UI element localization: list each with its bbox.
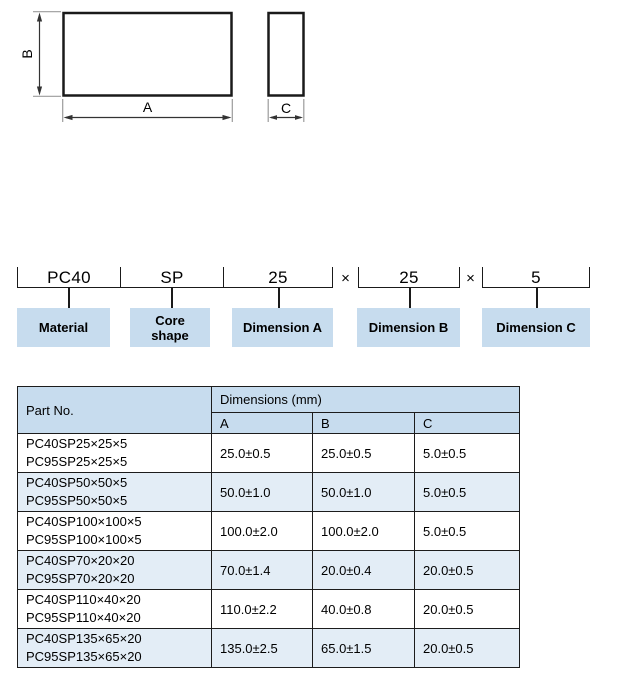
dim-c-cell: 20.0±0.5	[415, 551, 520, 590]
table-row	[18, 551, 520, 590]
dimension-label-b: B	[19, 49, 35, 59]
label-text: Core	[155, 312, 185, 328]
dim-b-cell: 40.0±0.8	[313, 590, 415, 629]
part-no-line: PC95SP110×40×20	[26, 610, 141, 625]
part-code-text: SP	[160, 268, 184, 287]
dim-b-cell: 50.0±1.0	[313, 473, 415, 512]
arrowhead-down-icon	[37, 87, 42, 96]
column-header-c: C	[415, 413, 520, 434]
part-code-core-shape	[120, 267, 223, 288]
label-text: Dimension B	[368, 320, 449, 335]
label-text: shape	[151, 327, 189, 343]
part-no-header-cell: Part No.	[18, 387, 212, 434]
part-no-cell	[18, 434, 212, 473]
arrowhead-left-icon	[269, 115, 277, 120]
dimension-a-group	[63, 99, 233, 122]
table-header-row	[18, 387, 520, 413]
part-code-text: 5	[531, 268, 541, 287]
part-no-cell	[18, 629, 212, 668]
dimension-c-group	[268, 99, 304, 122]
part-no-line: PC95SP50×50×5	[26, 493, 128, 508]
part-code-dimension-a	[223, 267, 333, 288]
dimensions-group-header-cell: Dimensions (mm)	[212, 387, 520, 413]
part-no-line: PC95SP25×25×5	[26, 454, 128, 469]
dim-b-cell: 65.0±1.5	[313, 629, 415, 668]
part-no-line: PC40SP50×50×5	[26, 475, 128, 490]
dimensions-table	[17, 386, 520, 668]
part-code-text: PC40	[47, 268, 91, 287]
label-box-dimension-c	[482, 308, 590, 347]
part-no-line: PC95SP135×65×20	[26, 649, 142, 664]
part-no-line: PC40SP100×100×5	[26, 514, 142, 529]
arrowhead-right-icon	[295, 115, 303, 120]
dim-a-cell: 135.0±2.5	[212, 629, 313, 668]
label-text: Dimension A	[243, 320, 322, 335]
dim-c-cell: 20.0±0.5	[415, 590, 520, 629]
label-box-dimension-b	[357, 308, 460, 347]
part-no-line: PC95SP70×20×20	[26, 571, 135, 586]
label-box-core-shape	[130, 308, 210, 347]
dim-a-cell: 110.0±2.2	[212, 590, 313, 629]
table-row	[18, 473, 520, 512]
column-header-a: A	[212, 413, 313, 434]
label-box-dimension-a	[232, 308, 333, 347]
label-box-material	[17, 308, 110, 347]
dim-b-cell: 25.0±0.5	[313, 434, 415, 473]
dim-b-cell: 20.0±0.4	[313, 551, 415, 590]
dimension-b-group	[19, 12, 61, 97]
dim-b-cell: 100.0±2.0	[313, 512, 415, 551]
table-row	[18, 590, 520, 629]
part-code-dimension-b	[358, 267, 460, 288]
part-no-cell	[18, 590, 212, 629]
dim-a-cell: 50.0±1.0	[212, 473, 313, 512]
part-no-cell	[18, 512, 212, 551]
part-code-material	[17, 267, 120, 288]
part-no-line: PC40SP70×20×20	[26, 553, 135, 568]
dim-c-cell: 20.0±0.5	[415, 629, 520, 668]
dim-a-cell: 100.0±2.0	[212, 512, 313, 551]
table-row	[18, 629, 520, 668]
arrowhead-up-icon	[37, 13, 42, 22]
part-code-text: 25	[399, 268, 419, 287]
part-code-text: 25	[268, 268, 288, 287]
dimension-label-a: A	[142, 99, 153, 115]
connector-tick	[278, 288, 280, 308]
connector-tick	[536, 288, 538, 308]
dim-a-cell: 70.0±1.4	[212, 551, 313, 590]
part-no-line: PC40SP135×65×20	[26, 631, 142, 646]
table-row	[18, 512, 520, 551]
label-text: Dimension C	[496, 320, 576, 335]
dim-a-cell: 25.0±0.5	[212, 434, 313, 473]
table-row	[18, 434, 520, 473]
column-header-b: B	[313, 413, 415, 434]
part-no-cell	[18, 551, 212, 590]
core-side-view-rect	[269, 13, 304, 96]
multiply-separator: ×	[341, 269, 350, 287]
part-no-line: PC40SP25×25×5	[26, 436, 128, 451]
arrowhead-right-icon	[223, 115, 232, 120]
multiply-separator: ×	[466, 269, 475, 287]
connector-tick	[409, 288, 411, 308]
dim-c-cell: 5.0±0.5	[415, 473, 520, 512]
connector-tick	[171, 288, 173, 308]
part-code-dimension-c	[482, 267, 590, 288]
part-no-cell	[18, 473, 212, 512]
dimension-label-c: C	[280, 100, 292, 116]
arrowhead-left-icon	[64, 115, 73, 120]
dim-c-cell: 5.0±0.5	[415, 512, 520, 551]
core-front-view-rect	[64, 13, 232, 96]
connector-tick	[68, 288, 70, 308]
part-no-line: PC95SP100×100×5	[26, 532, 142, 547]
part-no-line: PC40SP110×40×20	[26, 592, 141, 607]
dim-c-cell: 5.0±0.5	[415, 434, 520, 473]
dimension-diagram	[0, 0, 340, 140]
label-text: Material	[38, 320, 89, 335]
